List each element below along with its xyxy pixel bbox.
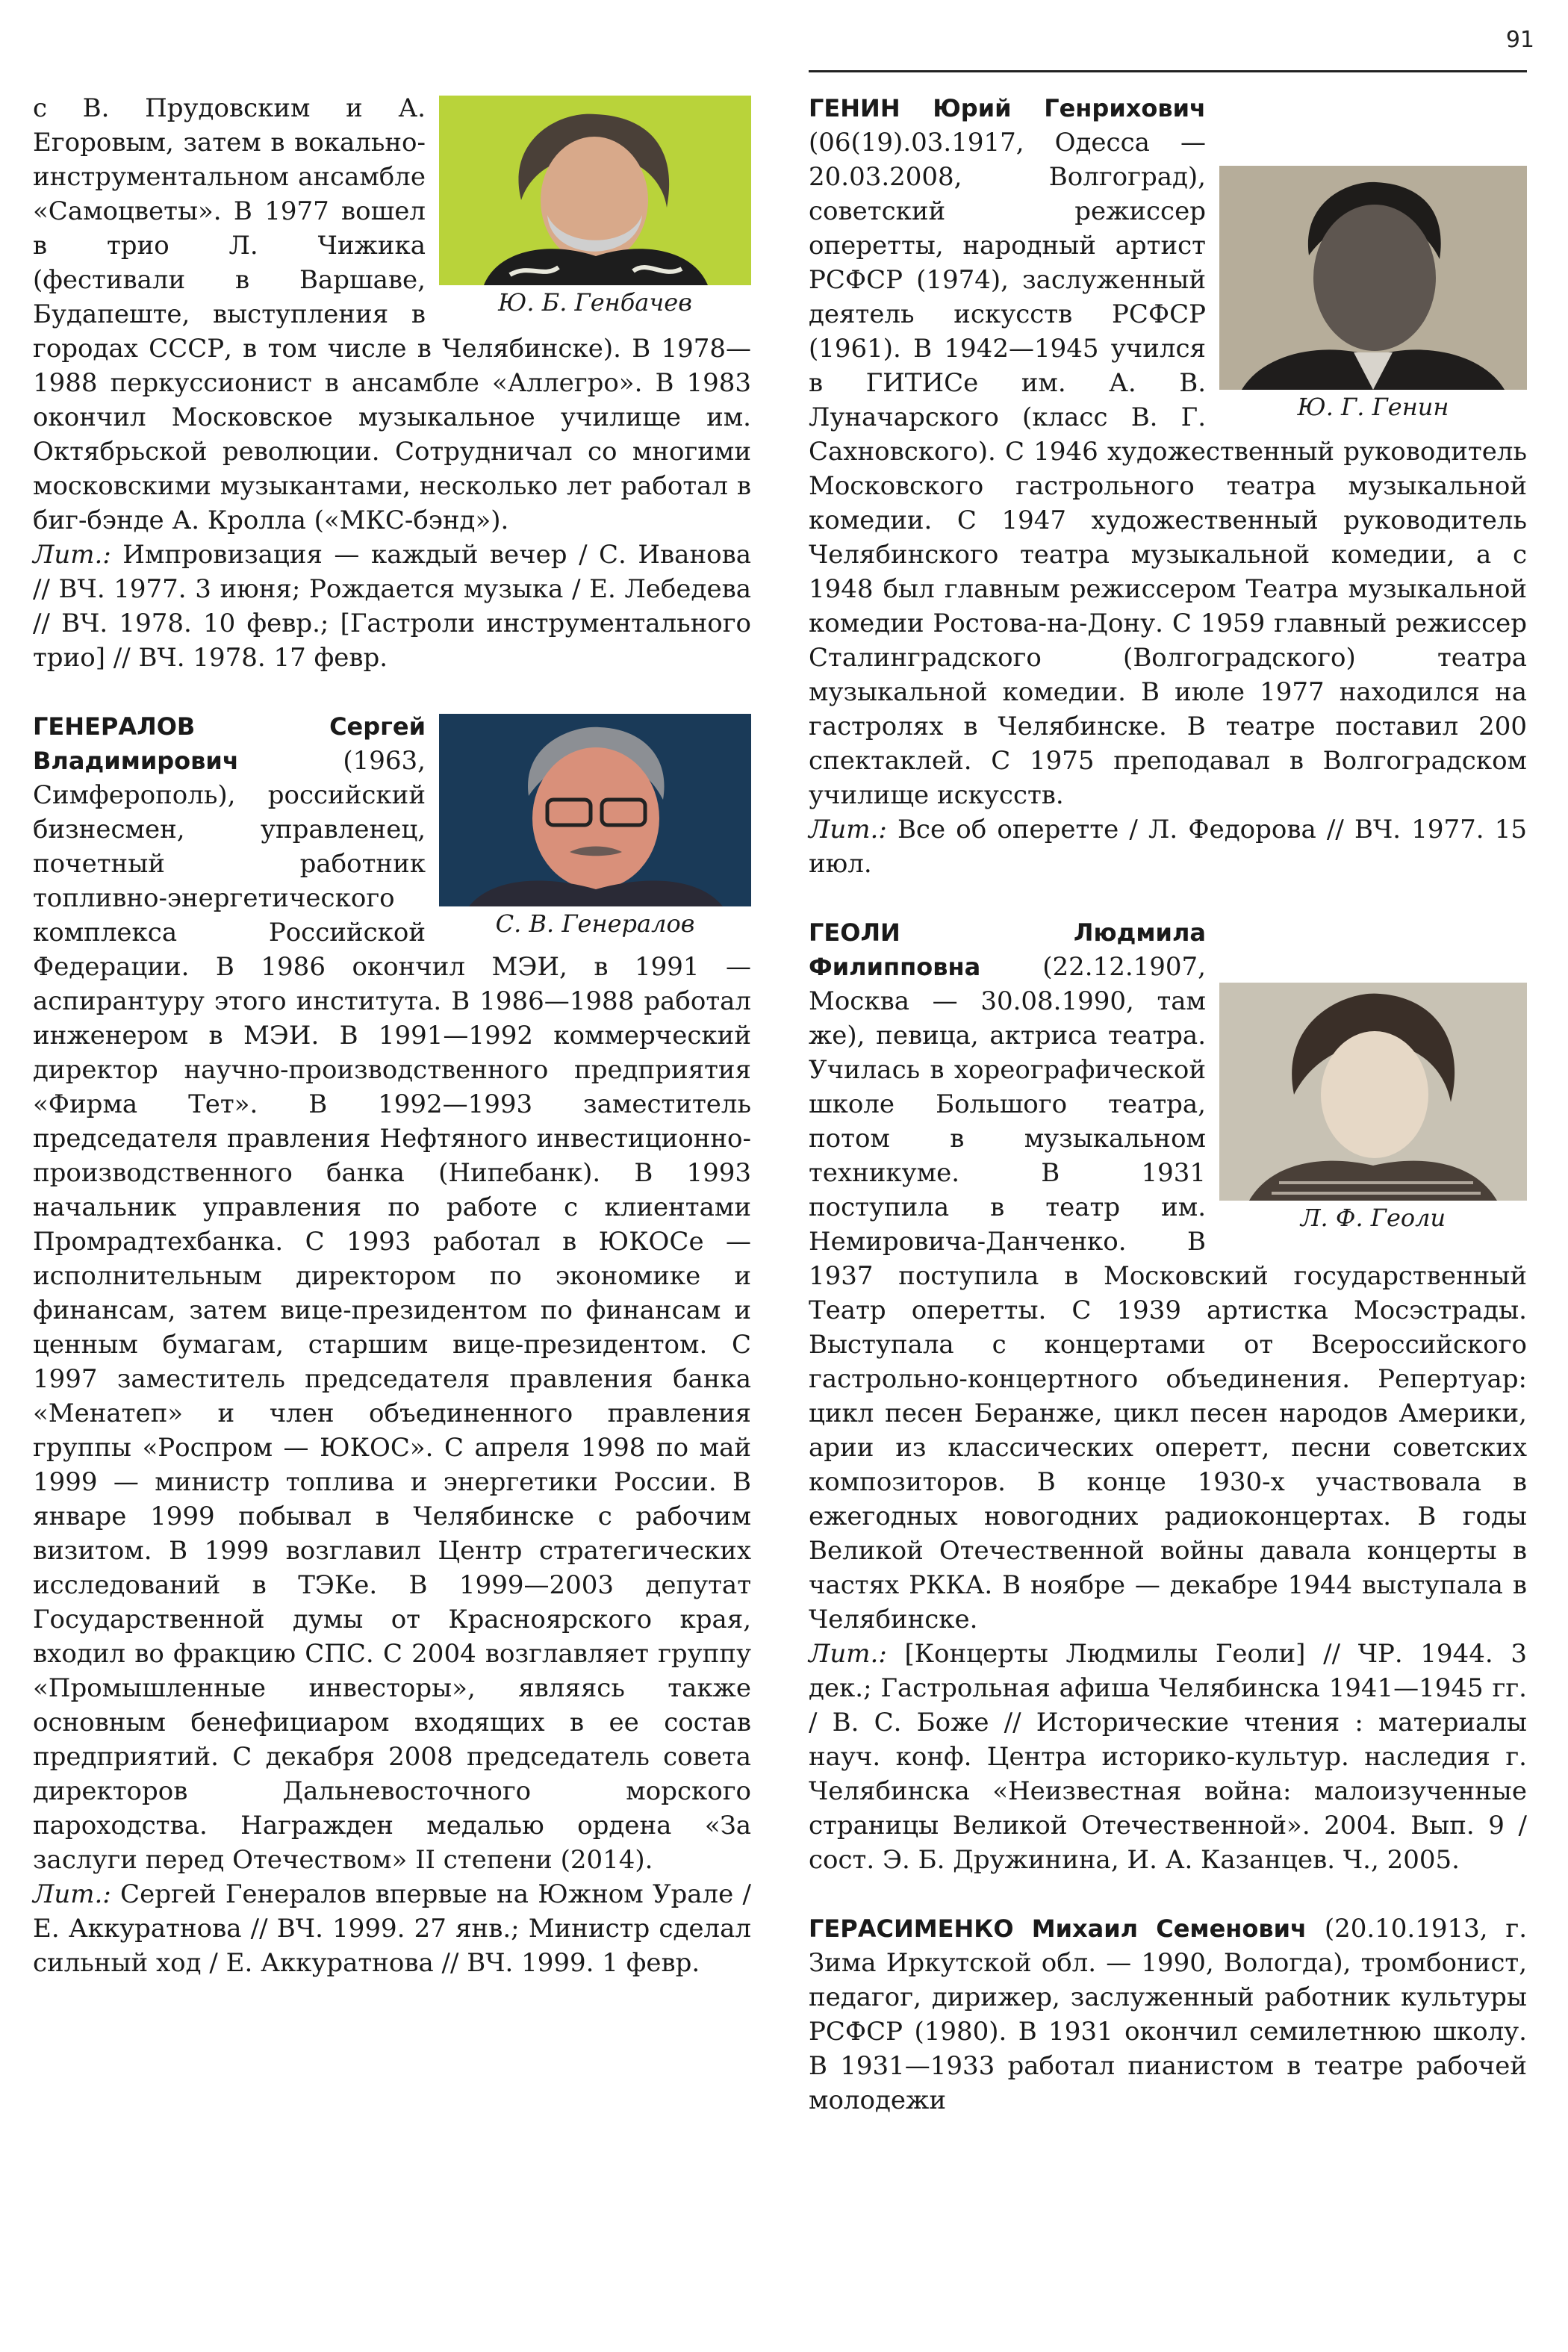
photo-figure-geoli xyxy=(1219,983,1527,1235)
face-shape xyxy=(1313,205,1436,351)
lit-text: Импровизация — каждый вечер / С. Иванова // ВЧ. 1977. 3 июня; Рождается музыка / Е. Лебедева // ВЧ. 1978. 10 февр.; [Гастроли инструментального трио] // ВЧ. 1978. 17 февр. xyxy=(33,540,751,673)
entry-genin xyxy=(809,91,1527,881)
body-text: с В. Прудовским и А. Егоровым, затем в вокально-инструментальном ансамбле «Самоцветы». В 1977 вошел в трио Л. Чижика (фестивали в Варшаве, Будапеште, выступления в городах СССР, в том числе в Челябинске). В 1978—1988 перкуссионист в ансамбле «Аллегро». В 1983 окончил Московское музыкальное училище им. Октябрьской революции. Сотрудничал со многими московскими музыкантами, несколько лет работал в биг-бэнде А. Кролла («МКС-бэнд»). xyxy=(33,93,751,535)
page-number: 91 xyxy=(1505,27,1534,53)
photo-caption-geoli: Л. Ф. Геоли xyxy=(1300,1204,1446,1232)
lit-label: Лит.: xyxy=(33,540,111,570)
entry-text xyxy=(809,1911,1527,2118)
header-rule xyxy=(809,70,1527,72)
entry-gerasimenko xyxy=(809,1911,1527,2118)
portrait-generalov xyxy=(439,714,751,906)
entry-heading: ГЕНЕРАЛОВ Сергей Владимирович xyxy=(33,712,426,775)
photo-figure-genin xyxy=(1219,166,1527,424)
entry-genbachev-continuation xyxy=(33,91,751,675)
literature xyxy=(809,812,1527,881)
literature xyxy=(33,1877,751,1980)
lit-label: Лит.: xyxy=(33,1879,111,1909)
body-text: (22.12.1907, Москва — 30.08.1990, там же), певица, актриса театра. Училась в хореографической школе Большого театра, потом в музыкальном техникуме. В 1931 поступила в театр им. Немировича-Данченко. В 1937 поступила в Московский государственный Театр оперетты. С 1939 артистка Мосэстрады. Выступала с концертами от Всероссийского гастрольно-концертного объединения. Репертуар: цикл песен Беранже, цикл песен народов Америки, арии из классических оперетт, песни советских композиторов. В конце 1930-х участвовала в ежегодных новогодних радиоконцертах. В годы Великой Отечественной войны давала концерты в частях РККА. В ноябре — декабре 1944 выступала в Челябинске. xyxy=(809,952,1527,1634)
lit-text: [Концерты Людмилы Геоли] // ЧР. 1944. 3 дек.; Гастрольная афиша Челябинска 1941—1945 гг. / В. С. Боже // Исторические чтения : материалы науч. конф. Центра историко-культур. наследия г. Челябинска «Неизвестная война: малоизученные страницы Великой Отечественной». 2004. Вып. 9 / сост. Э. Б. Дружинина, И. А. Казанцев. Ч., 2005. xyxy=(809,1639,1527,1875)
photo-caption-genbachev: Ю. Б. Генбачев xyxy=(498,288,692,317)
face-shape xyxy=(1321,1031,1428,1158)
entry-heading: ГЕНИН Юрий Генрихович xyxy=(809,94,1206,122)
body-text: (06(19).03.1917, Одесса — 20.03.2008, Волгоград), советский режиссер оперетты, народный артист РСФСР (1974), заслуженный деятель искусств РСФСР (1961). В 1942—1945 учился в ГИТИСе им. А. В. Луначарского (класс В. Г. Сахновского). С 1946 художественный руководитель Московского гастрольного театра музыкальной комедии. С 1947 художественный руководитель Челябинского театра музыкальной комедии, а с 1948 был главным режиссером Театра музыкальной комедии Ростова-на-Дону. С 1959 главный режиссер Сталинградского (Волгоградского) театра музыкальной комедии. В июле 1977 находился на гастролях в Челябинске. В театре поставил 200 спектаклей. С 1975 преподавал в Волгоградском училище искусств. xyxy=(809,128,1527,810)
photo-caption-genin: Ю. Г. Генин xyxy=(1297,393,1449,421)
body-text: (1963, Симферополь), российский бизнесмен, управленец, почетный работник топливно-энергетического комплекса Российской Федерации. В 1986 окончил МЭИ, в 1991 — аспирантуру этого института. В 1986—1988 работал инженером в МЭИ. В 1991—1992 коммерческий директор научно-производственного предприятия «Фирма Тет». В 1992—1993 заместитель председателя правления Нефтяного инвестиционно-производственного банка (Нипебанк). В 1993 начальник управления по работе с клиентами Промрадтехбанка. С 1993 работал в ЮКОСе — исполнительным директором по экономике и финансам, затем вице-президентом по финансам и ценным бумагам, старшим вице-президентом. С 1997 заместитель председателя правления банка «Менатеп» и член объединенного правления группы «Роспром — ЮКОС». С апреля 1998 по май 1999 — министр топлива и энергетики России. В январе 1999 побывал в Челябинске с рабочим визитом. В 1999 возглавил Центр стратегических исследований в ТЭКе. В 1999—2003 депутат Государственной думы от Красноярского края, входил во фракцию СПС. С 2004 возглавляет группу «Промышленные инвесторы», являясь также основным бенефициаром входящих в ее состав предприятий. С декабря 2008 председатель совета директоров Дальневосточного морского пароходства. Награжден медалью ордена «За заслуги перед Отечеством» II степени (2014). xyxy=(33,746,751,1875)
portrait-genin xyxy=(1219,166,1527,390)
entry-generalov xyxy=(33,709,751,1980)
portrait-geoli xyxy=(1219,983,1527,1201)
face-shape xyxy=(532,747,659,889)
literature xyxy=(809,1637,1527,1877)
lit-text: Сергей Генералов впервые на Южном Урале / Е. Аккуратнова // ВЧ. 1999. 27 янв.; Министр сделал сильный ход / Е. Аккуратнова // ВЧ. 1999. 1 февр. xyxy=(33,1879,751,1978)
lit-text: Все об оперетте / Л. Федорова // ВЧ. 1977. 15 июл. xyxy=(809,815,1527,879)
entry-geoli xyxy=(809,915,1527,1877)
body-text: (20.10.1913, г. Зима Иркутской обл. — 1990, Вологда), тромбонист, педагог, дирижер, заслуженный работник культуры РСФСР (1980). В 1931 окончил семилетнюю школу. В 1931—1933 работал пианистом в театре рабочей молодежи xyxy=(809,1914,1528,2115)
photo-figure-genbachev xyxy=(439,96,751,320)
entry-heading: ГЕРАСИМЕНКО Михаил Семенович xyxy=(809,1914,1307,1943)
photo-caption-generalov: С. В. Генералов xyxy=(495,909,695,938)
portrait-genbachev xyxy=(439,96,751,285)
lit-label: Лит.: xyxy=(809,815,887,844)
photo-figure-generalov xyxy=(439,714,751,941)
right-column xyxy=(809,91,1527,2152)
entry-heading: ГЕОЛИ Людмила Филипповна xyxy=(809,918,1206,981)
left-column xyxy=(33,91,751,2015)
lit-label: Лит.: xyxy=(809,1639,887,1669)
literature xyxy=(33,538,751,675)
